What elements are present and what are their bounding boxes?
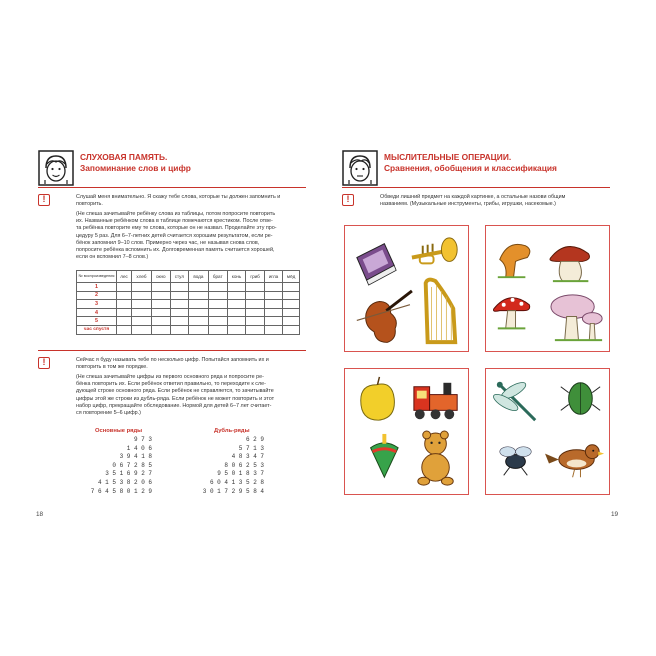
main-rows	[82, 436, 152, 496]
answer-cell[interactable]	[189, 300, 209, 309]
digit-row: 3 9 4 1 8	[119, 453, 152, 461]
answer-cell[interactable]	[227, 325, 246, 334]
right-page	[328, 0, 656, 656]
answer-cell[interactable]	[208, 300, 227, 309]
answer-cell[interactable]	[264, 317, 282, 326]
answer-cell[interactable]	[132, 317, 152, 326]
row-label: час спустя	[77, 325, 117, 334]
digit-row: 4 8 3 4 7	[231, 453, 264, 461]
answer-cell[interactable]	[132, 325, 152, 334]
main-rows-title: Основные ряды	[95, 428, 143, 434]
page-number: 18	[36, 511, 44, 518]
answer-cell[interactable]	[170, 300, 188, 309]
answer-cell[interactable]	[132, 283, 152, 292]
answer-cell[interactable]	[189, 308, 209, 317]
answer-cell[interactable]	[227, 291, 246, 300]
answer-cell[interactable]	[283, 325, 300, 334]
answer-cell[interactable]	[246, 291, 264, 300]
apple-icon	[361, 377, 395, 420]
table-row	[77, 325, 300, 334]
row-label: 3	[77, 300, 117, 309]
answer-cell[interactable]	[264, 325, 282, 334]
table-row	[77, 283, 300, 292]
book-icon	[357, 244, 396, 285]
digit-row: 9 5 0 1 8 3 7	[217, 470, 264, 478]
page-title-thinking: МЫСЛИТЕЛЬНЫЕ ОПЕРАЦИИ. Сравнения, обобщения и классификация	[384, 152, 557, 173]
section-divider	[38, 350, 306, 351]
answer-cell[interactable]	[264, 300, 282, 309]
answer-cell[interactable]	[283, 283, 300, 292]
word-header: конь	[227, 271, 246, 283]
toy-train-icon	[414, 383, 457, 419]
page-number: 19	[611, 511, 619, 518]
instruction-odd-one-out: Обведи лишний предмет на каждой картинке, а остальные назови общим названием. (Музыкальные инструменты, грибы, игрушки, насекомые.)	[380, 194, 566, 208]
answer-cell[interactable]	[246, 325, 264, 334]
instruction-words: Слушай меня внимательно. Я скажу тебе слова, которые ты должен запомнить и повторить.	[76, 194, 281, 208]
attention-icon: !	[38, 357, 50, 369]
answer-cell[interactable]	[189, 325, 209, 334]
answer-cell[interactable]	[132, 300, 152, 309]
answer-cell[interactable]	[283, 300, 300, 309]
answer-cell[interactable]	[264, 291, 282, 300]
answer-cell[interactable]	[151, 317, 170, 326]
answer-cell[interactable]	[283, 291, 300, 300]
page-title-memory: СЛУХОВАЯ ПАМЯТЬ. Запоминание слов и цифр	[80, 152, 191, 173]
answer-cell[interactable]	[227, 317, 246, 326]
table-row	[77, 308, 300, 317]
answer-cell[interactable]	[117, 291, 132, 300]
answer-cell[interactable]	[117, 317, 132, 326]
row-label: 4	[77, 308, 117, 317]
digit-row: 0 6 7 2 8 5	[112, 461, 152, 469]
porcini-icon	[550, 247, 590, 282]
answer-cell[interactable]	[170, 291, 188, 300]
answer-cell[interactable]	[151, 291, 170, 300]
toys-panel[interactable]	[344, 368, 469, 495]
spinning-top-icon	[371, 434, 399, 477]
answer-cell[interactable]	[170, 283, 188, 292]
harp-icon	[426, 280, 456, 343]
answer-cell[interactable]	[151, 325, 170, 334]
digit-row: 5 7 1 3	[238, 444, 264, 452]
answer-cell[interactable]	[132, 291, 152, 300]
table-header-row	[77, 271, 300, 283]
fly-icon	[500, 447, 531, 476]
insects-panel[interactable]	[485, 368, 610, 495]
answer-cell[interactable]	[208, 317, 227, 326]
attention-icon: !	[342, 194, 354, 206]
answer-cell[interactable]	[189, 283, 209, 292]
answer-cell[interactable]	[170, 308, 188, 317]
answer-cell[interactable]	[170, 325, 188, 334]
dragonfly-icon	[491, 380, 535, 421]
music-panel[interactable]	[344, 225, 469, 352]
word-header: брат	[208, 271, 227, 283]
instruction-digits: Сейчас я буду называть тебе по несколько цифр. Попытайся запомнить их и повторить в том же порядке.	[76, 357, 269, 371]
teddy-bear-icon	[418, 431, 453, 485]
note-words: (Не спеша зачитывайте ребёнку слова из таблицы, потом попросите повторить их. Названные ребёнком слова в таблице помечаются крестиком. После отве- та ребёнка повторите ему те слова, которые он не назвал. Проделайте эту про- цедуру 5 раз. Для 6–7-летних детей считается хорошим результатом, если ре- бёнок запомнил 9–10 слов. Примерно через час, не называя снова слов, попросите ребёнка вспомнить их. Долговременная память считается хорошей, если он вспомнил 7–8 слов.)	[76, 211, 277, 261]
dub-rows	[194, 436, 264, 496]
answer-cell[interactable]	[208, 325, 227, 334]
row-label: 5	[77, 317, 117, 326]
word-header: вода	[189, 271, 209, 283]
dub-rows-title: Дубль-ряды	[214, 428, 250, 434]
answer-cell[interactable]	[246, 283, 264, 292]
row-label: 1	[77, 283, 117, 292]
answer-cell[interactable]	[246, 317, 264, 326]
digit-row: 3 0 1 7 2 9 5 8 4	[202, 487, 264, 495]
row-label: 2	[77, 291, 117, 300]
answer-cell[interactable]	[208, 283, 227, 292]
beetle-icon	[561, 383, 600, 414]
answer-cell[interactable]	[208, 308, 227, 317]
answer-cell[interactable]	[246, 308, 264, 317]
word-header: лес	[117, 271, 132, 283]
digit-row: 1 4 0 6	[126, 444, 152, 452]
mushroom-panel[interactable]	[485, 225, 610, 352]
answer-cell[interactable]	[151, 308, 170, 317]
answer-cell[interactable]	[246, 300, 264, 309]
violin-icon	[357, 291, 412, 347]
digit-row: 8 0 6 2 5 3	[224, 461, 264, 469]
trumpet-icon	[412, 238, 457, 264]
table-row	[77, 317, 300, 326]
word-header: стул	[170, 271, 188, 283]
table-corner-header: № воспроизведения	[77, 271, 117, 283]
digit-row: 9 7 3	[133, 436, 152, 443]
word-header: окно	[151, 271, 170, 283]
fly-agaric-icon	[493, 298, 529, 329]
answer-cell[interactable]	[151, 300, 170, 309]
sparrow-icon	[545, 445, 604, 477]
digit-row: 7 6 4 5 8 0 1 2 9	[90, 487, 152, 495]
title-divider	[342, 187, 610, 188]
thinking-face-icon	[342, 150, 378, 186]
attention-icon: !	[38, 194, 50, 206]
answer-cell[interactable]	[283, 317, 300, 326]
answer-cell[interactable]	[189, 317, 209, 326]
answer-cell[interactable]	[227, 308, 246, 317]
table-row	[77, 291, 300, 300]
answer-cell[interactable]	[189, 291, 209, 300]
answer-cell[interactable]	[117, 308, 132, 317]
digit-row: 6 2 9	[245, 436, 264, 443]
answer-cell[interactable]	[151, 283, 170, 292]
answer-cell[interactable]	[132, 308, 152, 317]
answer-cell[interactable]	[117, 283, 132, 292]
chanterelle-icon	[498, 244, 530, 277]
digit-row: 6 0 4 1 3 5 2 8	[209, 478, 264, 486]
answer-cell[interactable]	[283, 308, 300, 317]
answer-cell[interactable]	[227, 283, 246, 292]
answer-cell[interactable]	[264, 308, 282, 317]
toadstool-icon	[551, 295, 602, 340]
answer-cell[interactable]	[208, 291, 227, 300]
answer-cell[interactable]	[117, 325, 132, 334]
word-header: игла	[264, 271, 282, 283]
answer-cell[interactable]	[227, 300, 246, 309]
table-row	[77, 300, 300, 309]
digit-row: 4 1 5 3 8 2 0 6	[97, 478, 152, 486]
word-header: гриб	[246, 271, 264, 283]
title-divider	[38, 187, 306, 188]
words-table	[76, 270, 300, 335]
word-header: мёд	[283, 271, 300, 283]
answer-cell[interactable]	[117, 300, 132, 309]
answer-cell[interactable]	[170, 317, 188, 326]
word-header: хлеб	[132, 271, 152, 283]
child-face-icon	[38, 150, 74, 186]
digit-row: 3 5 1 6 9 2 7	[105, 470, 152, 478]
note-digits: (Не спеша зачитывайте цифры из первого основного ряда и попросите ре- бёнка повторить их. Если ребёнок ответил правильно, то переходите к сле- дующей строке основного ряда. Если ребёнок не справляется, то зачитывайте цифры этой же строки из дубль-ряда. Если ребёнок не может повторить и этот набор цифр, прекращайте обследование. Нормой для детей 6–7 лет считает- ся повторение 5–6 цифр.)	[76, 374, 275, 417]
answer-cell[interactable]	[264, 283, 282, 292]
